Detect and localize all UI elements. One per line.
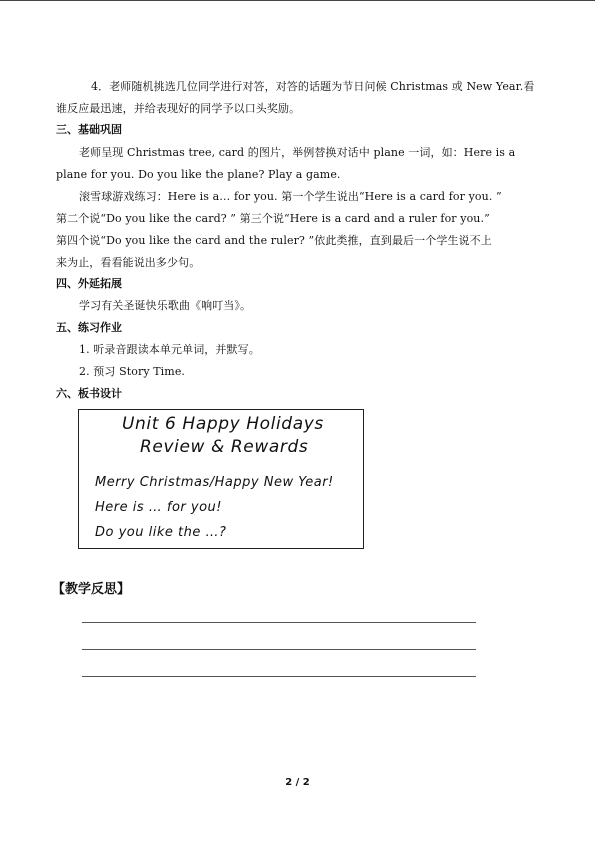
snowball-line-3: 第四个说“Do you like the card and the ruler? ”依此类推，直到最后一个学生说不上	[56, 234, 492, 247]
homework-item-1: 1. 听录音跟读本单元单词，并默写。	[79, 343, 260, 356]
step-4-line-1: 4．老师随机挑选几位同学进行对答，对答的话题为节日问候 Christmas 或 New Year.看	[91, 80, 535, 93]
snowball-line-4: 来为止，看看能说出多少句。	[56, 256, 201, 269]
page-number: 2 / 2	[285, 777, 310, 788]
consolidation-line-2: plane for you. Do you like the plane? Play a game.	[56, 168, 341, 181]
board-subtitle: Review & Rewards	[140, 437, 309, 457]
snowball-line-2: 第二个说“Do you like the card? ” 第三个说“Here is a card and a ruler for you.”	[56, 212, 490, 225]
board-title: Unit 6 Happy Holidays	[122, 414, 324, 434]
reflection-write-line-1	[82, 622, 476, 623]
consolidation-line-1: 老师呈现 Christmas tree, card 的图片，举例替换对话中 plane 一词，如：Here is a	[79, 146, 516, 159]
snowball-line-1: 滚雪球游戏练习：Here is a… for you. 第一个学生说出“Here is a card for you. ”	[79, 190, 502, 203]
board-line-1: Merry Christmas/Happy New Year!	[95, 475, 334, 490]
section-heading-4: 四、外延拓展	[56, 277, 122, 290]
step-4-line-2: 谁反应最迅速，并给表现好的同学予以口头奖励。	[56, 102, 301, 115]
homework-item-2: 2. 预习 Story Time.	[79, 365, 186, 378]
board-line-2: Here is … for you!	[95, 500, 223, 515]
reflection-write-line-2	[82, 649, 476, 650]
section-heading-3: 三、基础巩固	[56, 123, 122, 136]
board-line-3: Do you like the …?	[95, 525, 227, 540]
blackboard-design-box	[78, 409, 364, 549]
section-heading-5: 五、练习作业	[56, 321, 122, 334]
extension-line: 学习有关圣诞快乐歌曲《响叮当》。	[79, 299, 252, 312]
reflection-heading: 【教学反思】	[52, 582, 131, 597]
top-rule	[0, 0, 595, 1]
section-heading-6: 六、板书设计	[56, 387, 122, 400]
reflection-write-line-3	[82, 676, 476, 677]
